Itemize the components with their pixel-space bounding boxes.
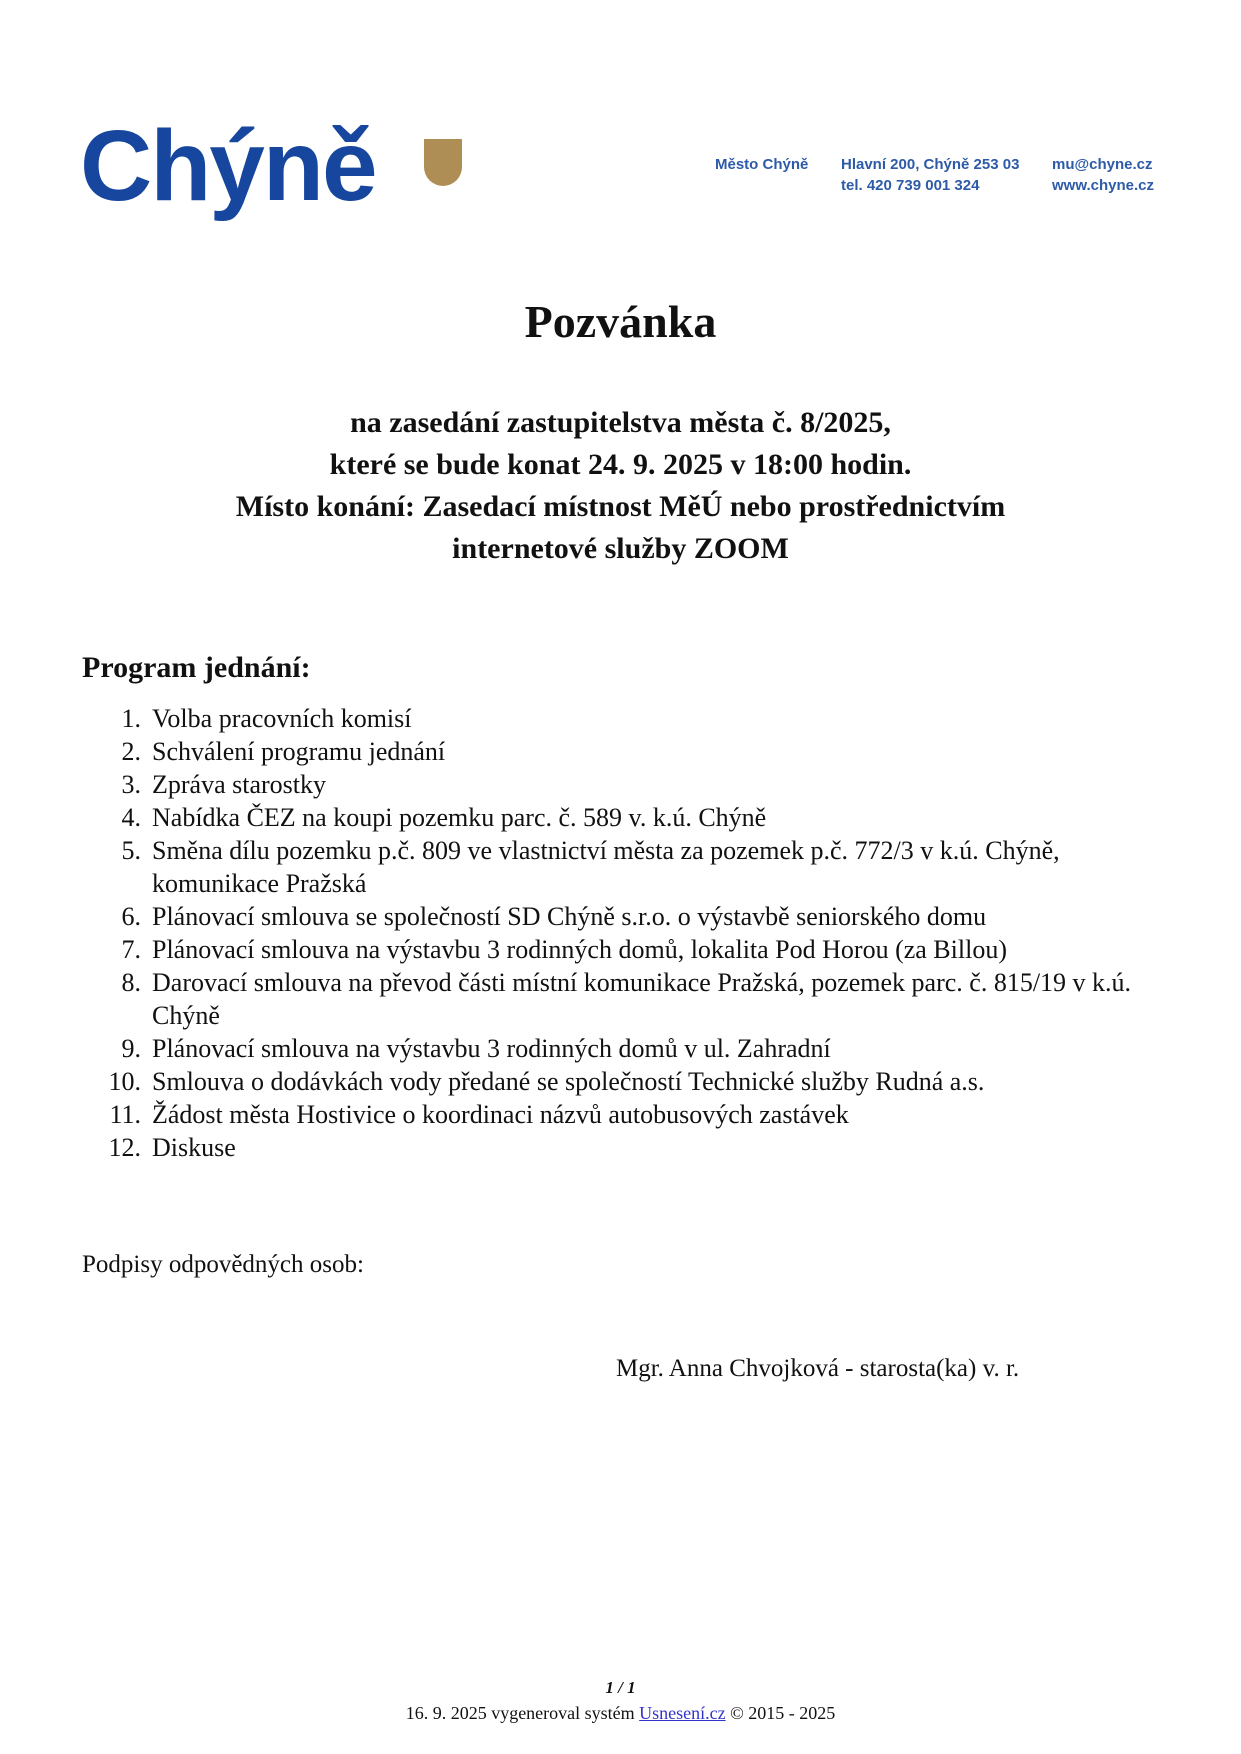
program-item: Nabídka ČEZ na koupi pozemku parc. č. 589 v. k.ú. Chýně <box>152 803 767 832</box>
program-item: Darovací smlouva na převod části místní komunikace Pražská, pozemek parc. č. 815/19 v k.ú. Chýně <box>152 968 1132 1030</box>
subtitle-line-3: Místo konání: Zasedací místnost MěÚ nebo prostřednictvím <box>235 490 1006 523</box>
page-number: 1 / 1 <box>605 1678 636 1697</box>
program-item: Plánovací smlouva na výstavbu 3 rodinných domů, lokalita Pod Horou (za Billou) <box>152 935 1007 964</box>
generated-prefix: 16. 9. 2025 vygeneroval systém <box>405 1703 640 1723</box>
signatures-label: Podpisy odpovědných osob: <box>82 1251 364 1278</box>
program-section <box>82 650 1163 1164</box>
meeting-subtitle <box>0 402 1241 570</box>
contact-web <box>1052 154 1154 196</box>
signer-name: Mgr. Anna Chvojková - starosta(ka) v. r. <box>616 1355 1020 1382</box>
letterhead <box>0 0 1241 250</box>
program-item: Smlouva o dodávkách vody předané se společností Technické služby Rudná a.s. <box>152 1067 985 1096</box>
usneseni-link[interactable]: Usnesení.cz <box>639 1703 726 1723</box>
program-list <box>82 702 1163 1164</box>
contact-phone: tel. 420 739 001 324 <box>841 177 980 194</box>
program-item: Schválení programu jednání <box>152 737 446 766</box>
contact-address-line: Hlavní 200, Chýně 253 03 <box>841 156 1020 173</box>
program-item: Diskuse <box>152 1133 236 1162</box>
subtitle-line-4: internetové služby ZOOM <box>452 532 789 565</box>
program-heading: Program jednání: <box>82 651 311 684</box>
subtitle-line-2: které se bude konat 24. 9. 2025 v 18:00 hodin. <box>329 448 912 481</box>
contact-email: mu@chyne.cz <box>1052 156 1153 173</box>
brand-logo-text: Chýně <box>80 110 376 222</box>
program-item: Směna dílu pozemku p.č. 809 ve vlastnictví města za pozemek p.č. 772/3 v k.ú. Chýně, komunikace Pražská <box>152 836 1060 898</box>
generated-suffix: © 2015 - 2025 <box>725 1703 836 1723</box>
program-item: Plánovací smlouva se společností SD Chýně s.r.o. o výstavbě seniorského domu <box>152 902 987 931</box>
program-item: Volba pracovních komisí <box>152 704 412 733</box>
contact-website: www.chyne.cz <box>1052 177 1154 194</box>
program-item: Zpráva starostky <box>152 770 327 799</box>
contact-org-name: Město Chýně <box>715 156 809 173</box>
program-item: Plánovací smlouva na výstavbu 3 rodinných domů v ul. Zahradní <box>152 1034 831 1063</box>
program-item: Žádost města Hostivice o koordinaci názvů autobusových zastávek <box>152 1100 849 1129</box>
generated-line <box>0 1703 1241 1724</box>
page-title: Pozvánka <box>524 296 717 347</box>
contact-address <box>841 154 1019 196</box>
subtitle-line-1: na zasedání zastupitelstva města č. 8/2025, <box>350 406 891 439</box>
brand-mark-icon <box>424 139 462 186</box>
